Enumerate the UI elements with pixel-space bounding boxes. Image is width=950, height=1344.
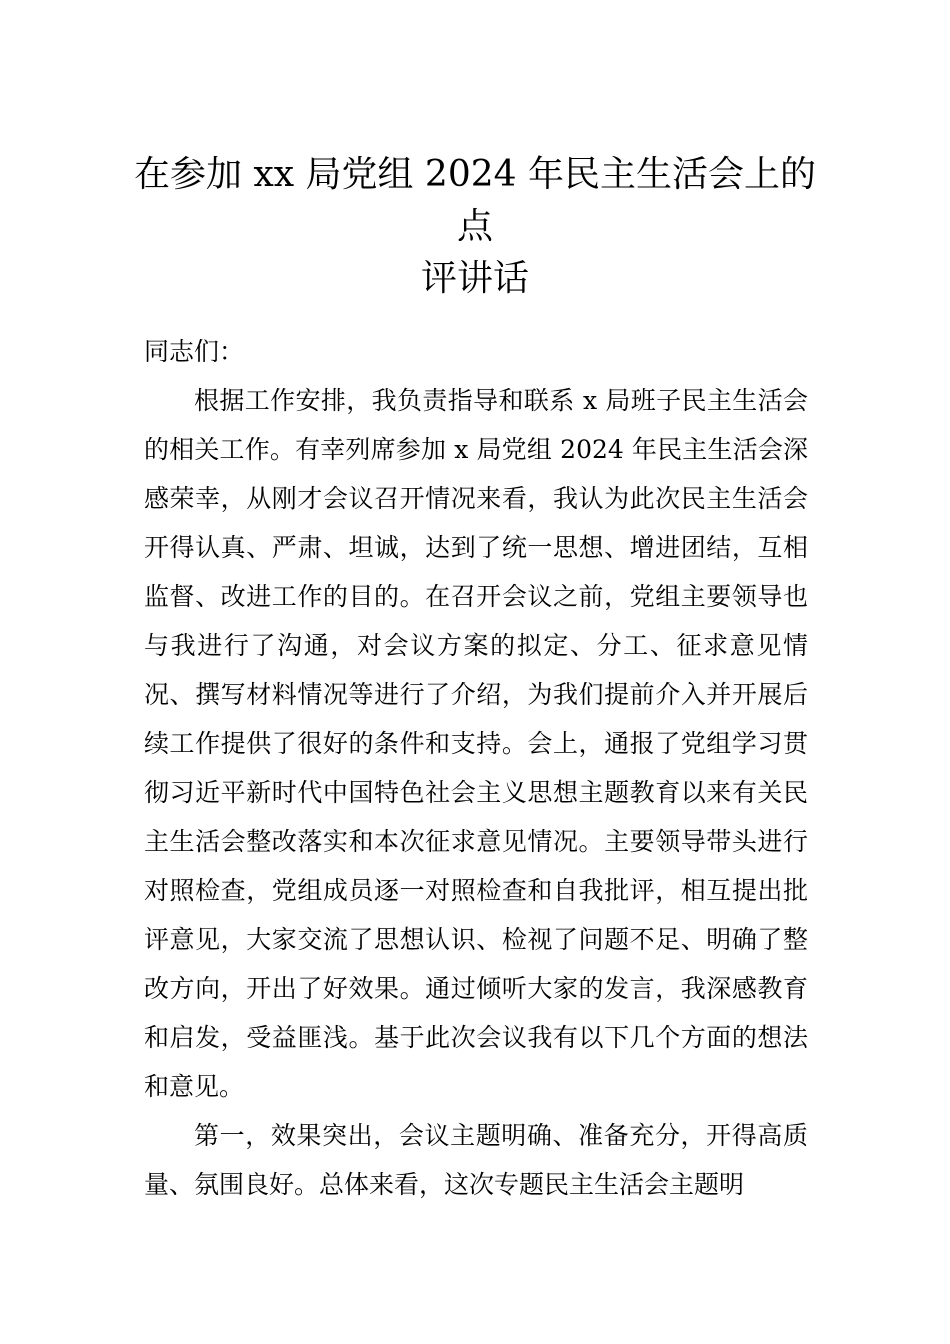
salutation: 同志们： [144, 337, 245, 366]
paragraph: 根据工作安排，我负责指导和联系 x 局班子民主生活会的相关工作。有幸列席参加 x 局党组 2024 年民主生活会深感荣幸，从刚才会议召开情况来看，我认为此次民主生活会开得认真、严肃、坦诚，达到了统一思想、增进团结，互相监督、改进工作的目的。在召开会议之前，党组主要领导也与我进行了沟通，对会议方案的拟定、分工、征求意见情况、撰写材料情况等进行了介绍，为我们提前介入并开展后续工作提供了很好的条件和支持。会上，通报了党组学习贯彻习近平新时代中国特色社会主义思想主题教育以来有关民主生活会整改落实和本次征求意见情况。主要领导带头进行对照检查，党组成员逐一对照检查和自我批评，相互提出批评意见，大家交流了思想认识、检视了问题不足、明确了整改方向，开出了好效果。通过倾听大家的发言，我深感教育和启发，受益匪浅。基于此次会议我有以下几个方面的想法和意见。 [144, 386, 808, 1101]
paragraph: 第一，效果突出，会议主题明确、准备充分，开得高质量、氛围良好。总体来看，这次专题民主生活会主题明 [144, 1121, 808, 1199]
title-line-2: 评讲话 [420, 258, 529, 299]
document-title [120, 149, 830, 305]
title-line-1: 在参加 xx 局党组 2024 年民主生活会上的点 [134, 154, 816, 247]
document-body [144, 327, 808, 1209]
